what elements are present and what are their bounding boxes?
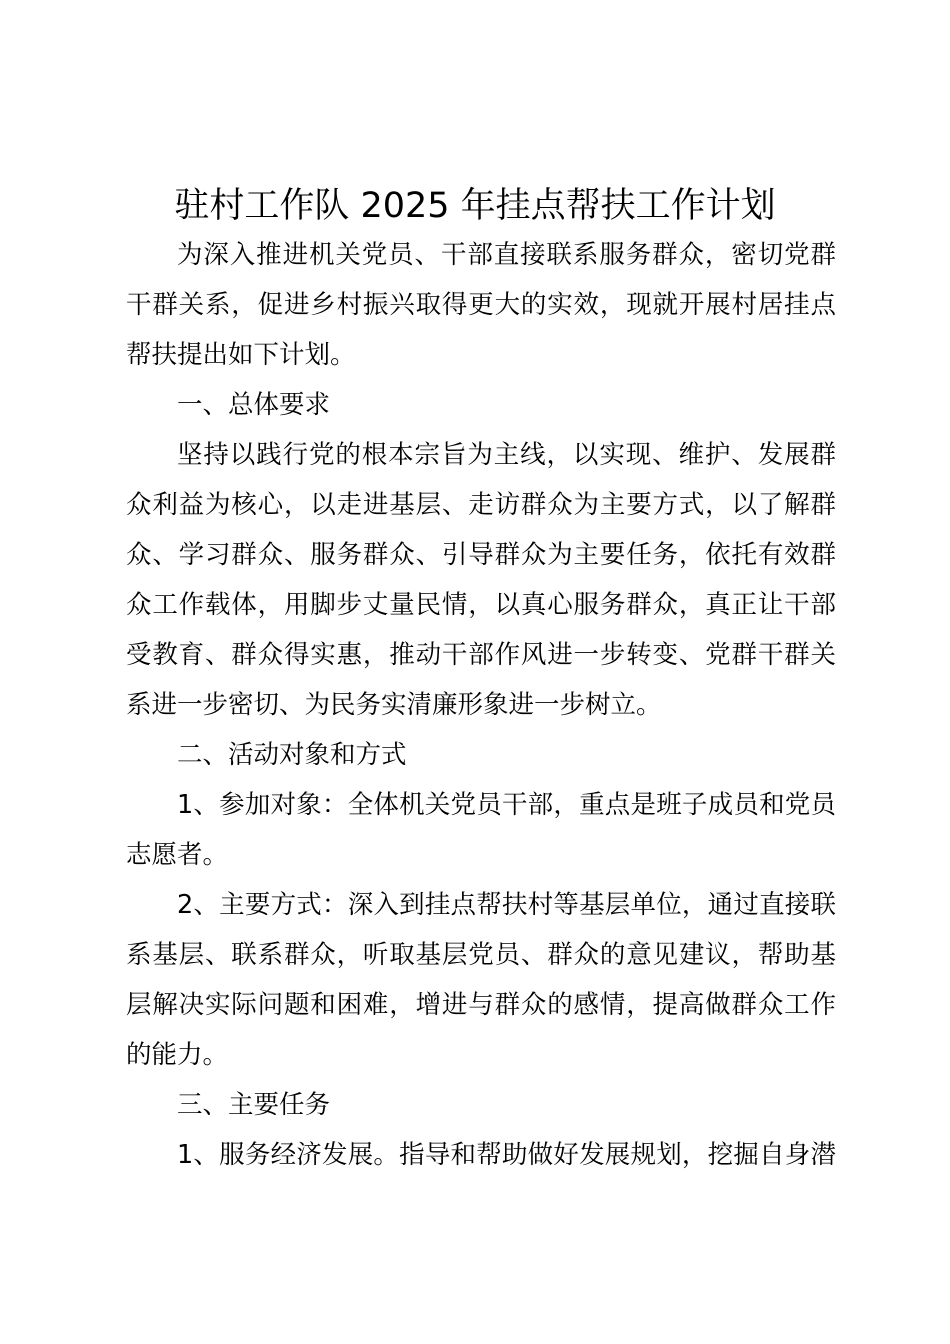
paragraph-line: 系进一步密切、为民务实清廉形象进一步树立。 — [126, 690, 662, 720]
paragraph-line: 众利益为核心，以走进基层、走访群众为主要方式，以了解群 — [126, 490, 836, 520]
paragraph-line: 受教育、群众得实惠，推动干部作风进一步转变、党群干群关 — [126, 640, 836, 670]
section-heading: 一、总体要求 — [177, 390, 331, 420]
paragraph-line: 1、服务经济发展。指导和帮助做好发展规划，挖掘自身潜 — [177, 1140, 836, 1170]
section-heading: 二、活动对象和方式 — [177, 740, 407, 770]
paragraph-line: 志愿者。 — [126, 840, 229, 870]
paragraph-line: 坚持以践行党的根本宗旨为主线，以实现、维护、发展群 — [177, 440, 836, 470]
paragraph-line: 1、参加对象：全体机关党员干部，重点是班子成员和党员 — [177, 790, 836, 820]
paragraph-line: 系基层、联系群众，听取基层党员、群众的意见建议，帮助基 — [126, 940, 836, 970]
paragraph-line: 干群关系，促进乡村振兴取得更大的实效，现就开展村居挂点 — [126, 290, 836, 320]
section-heading: 三、主要任务 — [177, 1090, 331, 1120]
paragraph-line: 帮扶提出如下计划。 — [126, 340, 356, 370]
paragraph-line: 众、学习群众、服务群众、引导群众为主要任务，依托有效群 — [126, 540, 836, 570]
paragraph-line: 层解决实际问题和困难，增进与群众的感情，提高做群众工作 — [126, 990, 836, 1020]
document-title: 驻村工作队 2025 年挂点帮扶工作计划 — [174, 186, 776, 226]
paragraph-line: 为深入推进机关党员、干部直接联系服务群众，密切党群 — [177, 240, 836, 270]
paragraph-line: 的能力。 — [126, 1040, 229, 1070]
paragraph-line: 2、主要方式：深入到挂点帮扶村等基层单位，通过直接联 — [177, 890, 836, 920]
paragraph-line: 众工作载体，用脚步丈量民情，以真心服务群众，真正让干部 — [126, 590, 836, 620]
